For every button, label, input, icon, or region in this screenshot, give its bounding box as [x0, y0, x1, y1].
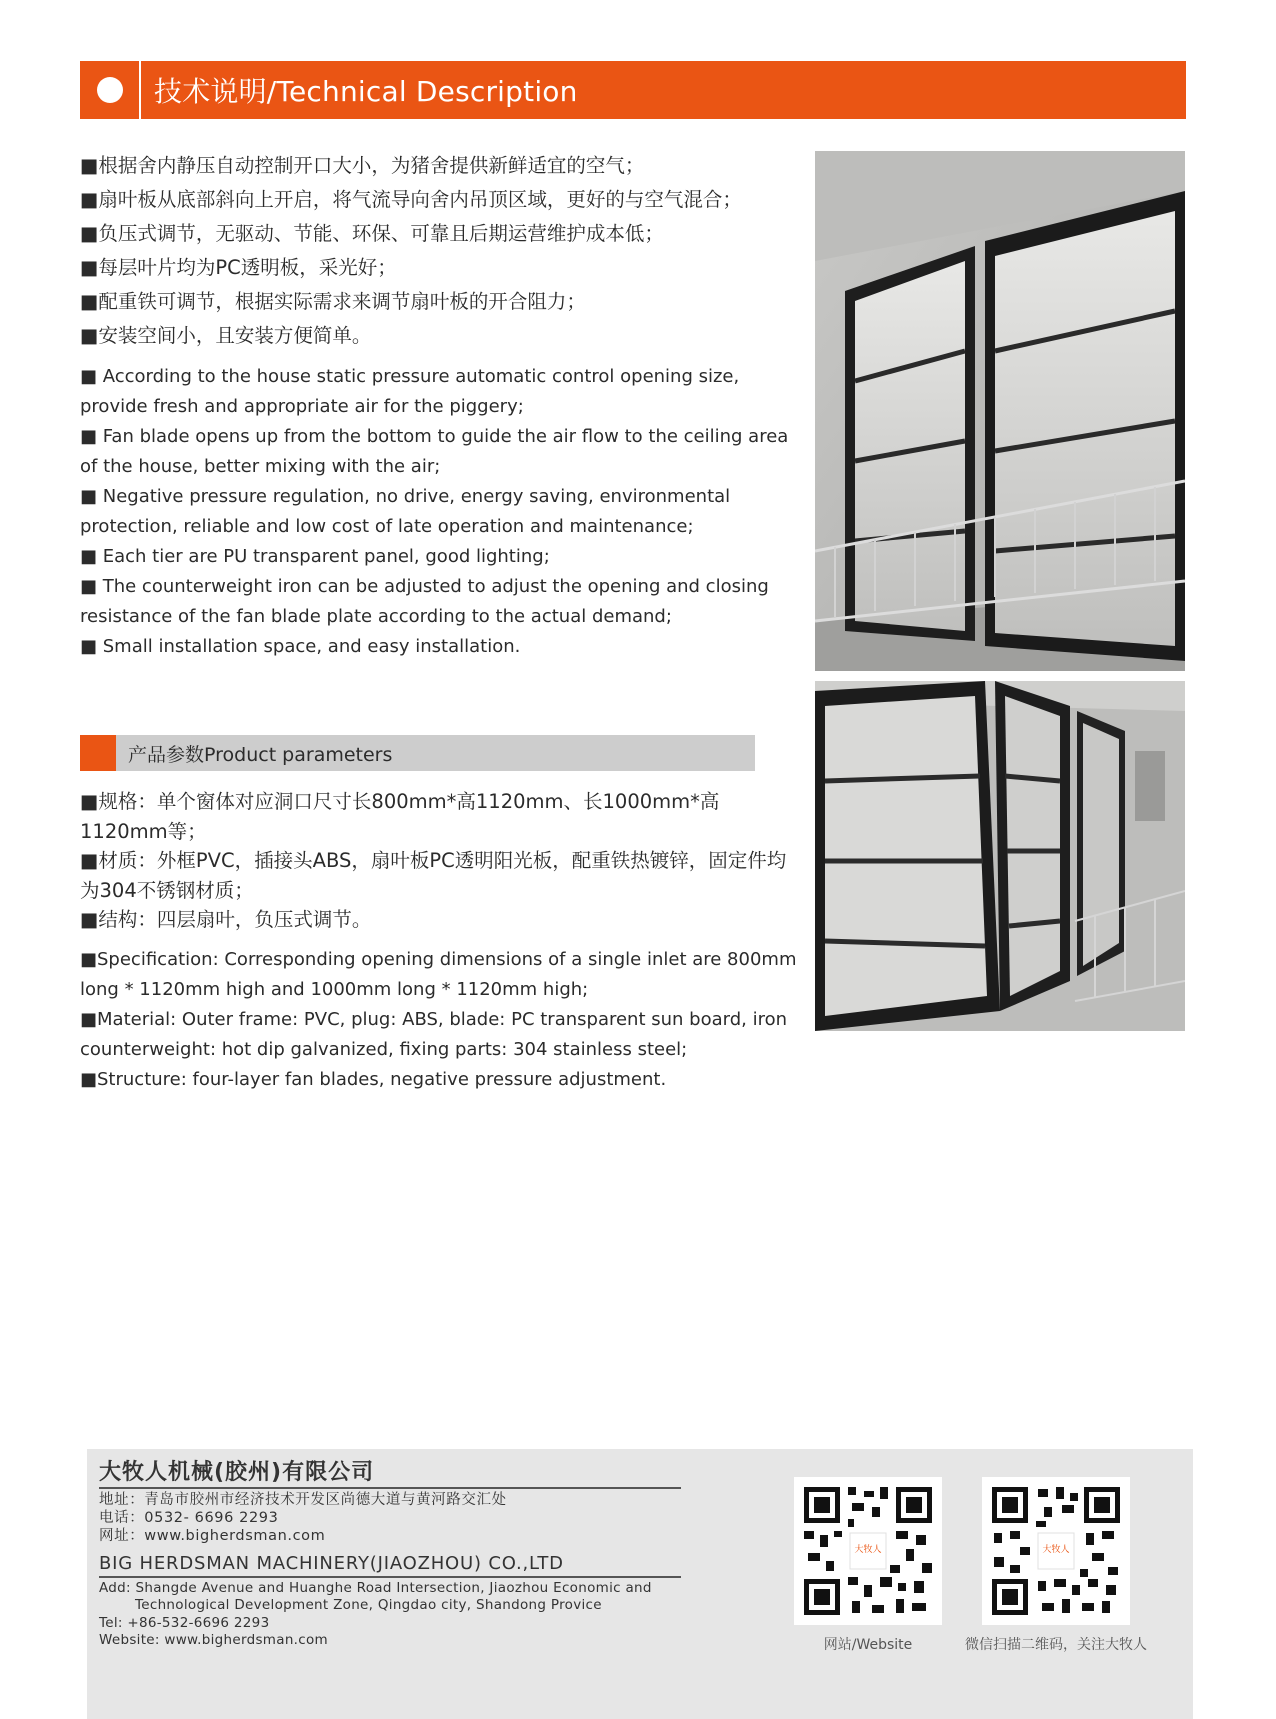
product-photo-bottom [815, 681, 1185, 1031]
feature-cn-item: ■负压式调节，无驱动、节能、环保、可靠且后期运营维护成本低； [80, 222, 664, 245]
address-en-line2: Technological Development Zone, Qingdao city, Shandong Provice [135, 1597, 602, 1613]
params-en-list [80, 945, 800, 1095]
website-cn: 网址：www.bigherdsman.com [99, 1528, 326, 1544]
feature-cn-item: ■配重铁可调节，根据实际需求来调节扇叶板的开合阻力； [80, 290, 586, 313]
bullet-circle-icon [80, 61, 139, 119]
feature-en-item: ■ Small installation space, and easy installation. [80, 636, 521, 657]
param-en-item: ■Material: Outer frame: PVC, plug: ABS, blade: PC transparent sun board, iron counterweight: hot dip galvanized, fixing parts: 304 stainless steel; [80, 1009, 788, 1060]
feature-cn-item: ■安装空间小，且安装方便简单。 [80, 324, 372, 347]
param-en-item: ■Structure: four-layer fan blades, negative pressure adjustment. [80, 1069, 667, 1090]
feature-cn-item: ■根据舍内静压自动控制开口大小，为猪舍提供新鲜适宜的空气； [80, 154, 645, 177]
qr-website-caption: 网站/Website [823, 1637, 913, 1653]
features-en-list [80, 362, 800, 662]
footer-divider [99, 1487, 681, 1489]
qr-logo-text: 大牧人 [1042, 1545, 1070, 1555]
param-en-item: ■Specification: Corresponding opening dimensions of a single inlet are 800mm long * 1120mm high and 1000mm long * 1120mm high; [80, 949, 797, 1000]
qr-code-icon[interactable] [982, 1477, 1130, 1625]
company-name-en: BIG HERDSMAN MACHINERY(JIAOZHOU) CO.,LTD [99, 1553, 564, 1574]
section-title: 技术说明/Technical Description [154, 75, 578, 108]
company-name-cn: 大牧人机械(胶州)有限公司 [99, 1460, 375, 1485]
param-cn-item: ■规格：单个窗体对应洞口尺寸长800mm*高1120mm、长1000mm*高1120mm等； [80, 790, 720, 843]
feature-cn-item: ■扇叶板从底部斜向上开启，将气流导向舍内吊顶区域，更好的与空气混合； [80, 188, 742, 211]
feature-en-item: ■ Fan blade opens up from the bottom to guide the air flow to the ceiling area of the house, better mixing with the air; [80, 426, 789, 477]
website-en: Website: www.bigherdsman.com [99, 1632, 329, 1648]
qr-logo-text: 大牧人 [854, 1545, 882, 1555]
features-cn-list [80, 149, 800, 353]
feature-cn-item: ■每层叶片均为PC透明板，采光好； [80, 256, 397, 279]
params-header-marker [80, 735, 116, 771]
qr-code-icon[interactable] [794, 1477, 942, 1625]
address-cn: 地址：青岛市胶州市经济技术开发区尚德大道与黄河路交汇处 [99, 1492, 507, 1508]
feature-en-item: ■ Each tier are PU transparent panel, good lighting; [80, 546, 550, 567]
footer [87, 1449, 1193, 1719]
feature-en-item: ■ The counterweight iron can be adjusted to adjust the opening and closing resistance of the fan blade plate according to the actual demand; [80, 576, 769, 627]
product-photo-top [815, 151, 1185, 671]
phone-cn: 电话：0532- 6696 2293 [99, 1510, 279, 1526]
tel-en: Tel: +86-532-6696 2293 [99, 1615, 270, 1631]
feature-en-item: ■ According to the house static pressure automatic control opening size, provide fresh and appropriate air for the piggery; [80, 366, 740, 417]
params-cn-list [80, 787, 800, 935]
param-cn-item: ■结构：四层扇叶，负压式调节。 [80, 908, 372, 931]
section-header [80, 61, 1186, 119]
address-en-line1: Add: Shangde Avenue and Huanghe Road Intersection, Jiaozhou Economic and [99, 1580, 652, 1596]
qr-wechat-caption: 微信扫描二维码，关注大牧人 [965, 1637, 1147, 1653]
params-header [80, 735, 755, 771]
header-divider [139, 61, 141, 119]
param-cn-item: ■材质：外框PVC，插接头ABS，扇叶板PC透明阳光板，配重铁热镀锌，固定件均为304不锈钢材质； [80, 849, 787, 902]
params-title: 产品参数Product parameters [128, 743, 393, 766]
footer-divider [99, 1576, 681, 1578]
feature-en-item: ■ Negative pressure regulation, no drive, energy saving, environmental protection, reliable and low cost of late operation and maintenance; [80, 486, 731, 537]
